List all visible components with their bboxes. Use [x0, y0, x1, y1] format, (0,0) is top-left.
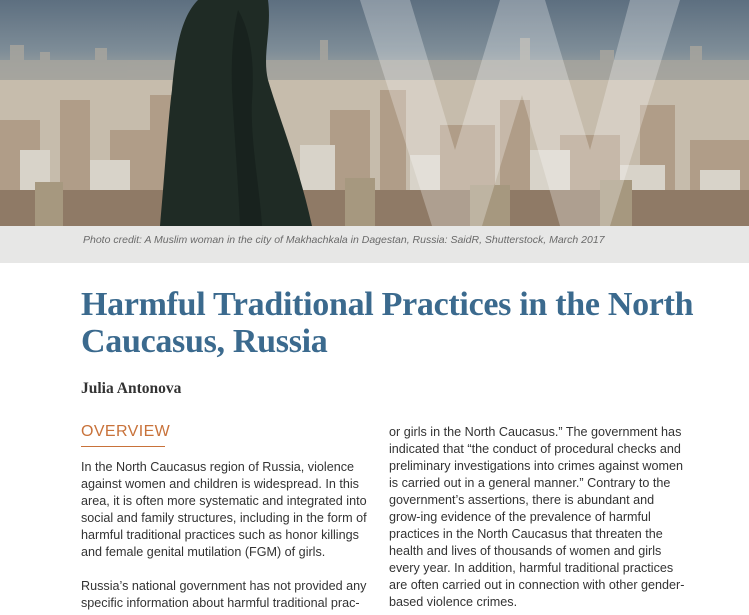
- body-paragraph-3: or girls in the North Caucasus.” The government has indicated that “the conduct of procedural checks and preliminary investigations into crimes against women is carried out in a general manner.” Contrary to the government’s assertions, there is abundant and grow-ing evidence of the prevalence of harmful practices in the North Caucasus that threaten the health and lives of thousands of women and girls every year. In addition, harmful traditional practices are often carried out in connection with other gender-based violence crimes.: [389, 425, 685, 609]
- body-column-right: [389, 424, 689, 611]
- article-title-line-2: Caucasus, Russia: [81, 323, 328, 360]
- article-title: [81, 286, 721, 360]
- body-column-left: [81, 459, 376, 612]
- article-title-line-1: Harmful Traditional Practices in the North: [81, 286, 694, 323]
- section-heading-overview: OVERVIEW: [81, 423, 171, 440]
- photo-credit-caption: Photo credit: A Muslim woman in the city of Makhachkala in Dagestan, Russia: SaidR, Shutterstock, March 2017: [83, 234, 605, 246]
- city-skyline-illustration: [0, 0, 749, 226]
- body-paragraph-2: Russia’s national government has not provided any specific information about harmful traditional prac-: [81, 579, 367, 610]
- body-paragraph-1: In the North Caucasus region of Russia, violence against women and children is widespread. In this area, it is often more systematic and integrated into social and family structures, including in the form of harmful traditional practices such as honor killings and female genital mutilation (FGM) of girls.: [81, 460, 367, 559]
- section-heading-underline: [81, 446, 165, 447]
- author-name: Julia Antonova: [81, 380, 182, 397]
- hero-photo: [0, 0, 749, 226]
